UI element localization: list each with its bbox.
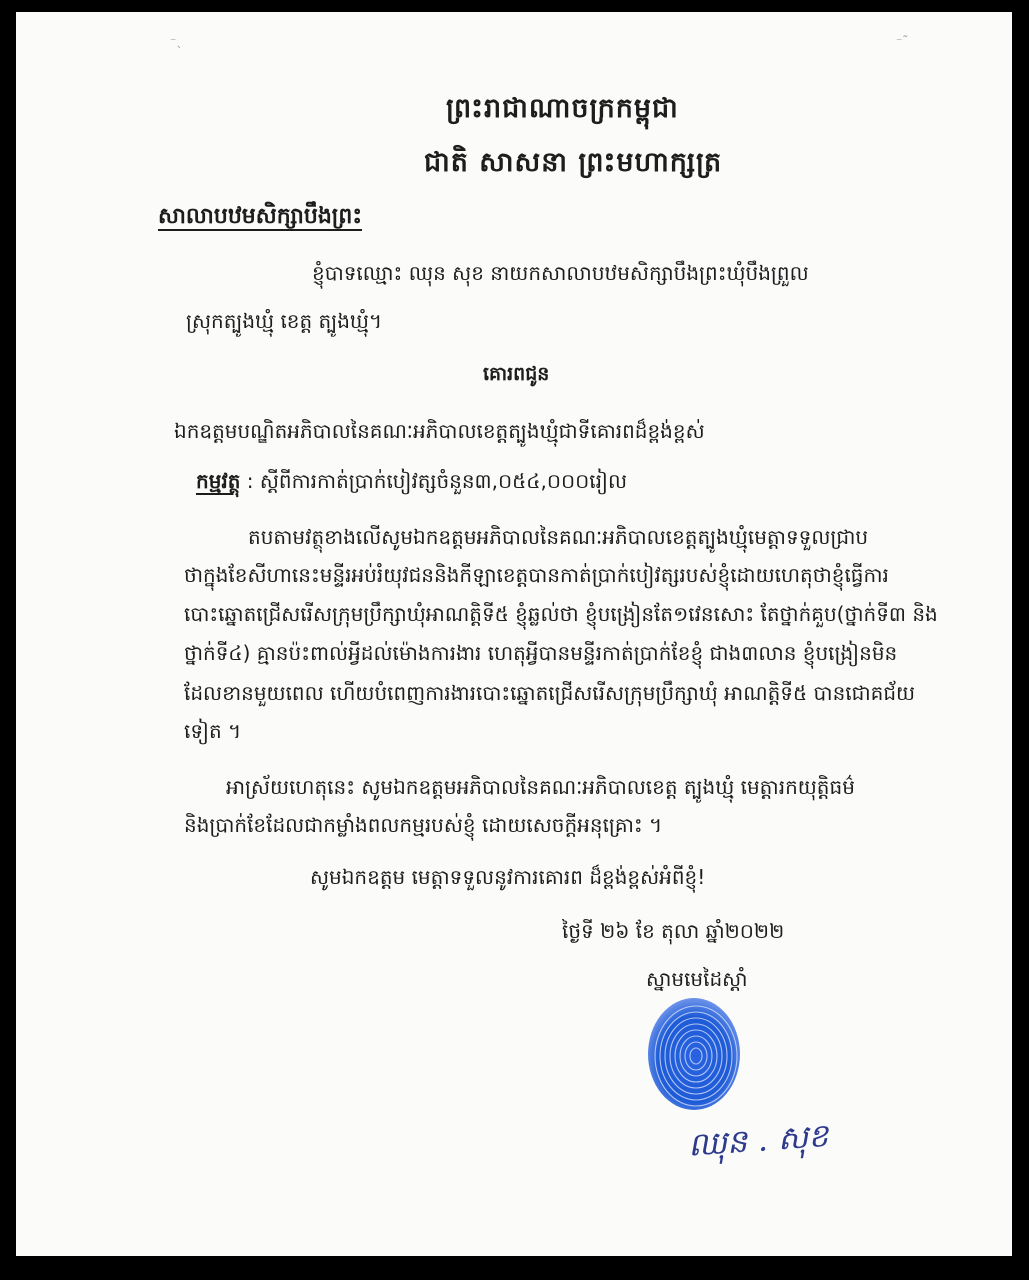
motto-heading: ជាតិ សាសនា ព្រះមហាក្សត្រ (424, 147, 723, 178)
closing-line: សូមឯកឧត្តម មេត្តាទទួលនូវការគោរព ដ៏ខ្ពង់ខ្ពស់អំពីខ្ញុំ! (310, 865, 706, 889)
sender-line-1: ខ្ញុំបាទឈ្មោះ ឈុន សុខ នាយកសាលាបឋមសិក្សាបឹងព្រះឃុំបឹងព្រួល (312, 261, 809, 285)
paragraph-1-line: ដែលខានមួយពេល ហើយបំពេញការងារបោះឆ្នោតជ្រើសរើសក្រុមប្រឹក្សាឃុំ អាណត្តិទី៥ បានជោគជ័យ (184, 681, 916, 705)
letter-page (16, 12, 1012, 1256)
thumbprint-image (644, 994, 744, 1112)
handwritten-signature: ឈុន . សុខ (686, 1116, 830, 1164)
salutation: គោរពជូន (483, 363, 550, 385)
paragraph-1-line: ថាក្នុងខែសីហានេះមន្ទីរអប់រំយុវជននិងកីឡាខេត្តបានកាត់ប្រាក់បៀវត្សរបស់ខ្ញុំដោយហេតុថាខ្ញុំធ្វើការ (184, 563, 889, 587)
date-line: ថ្ងៃទី ២៦ ខែ តុលា ឆ្នាំ២០២២ (562, 919, 785, 943)
sender-line-2: ស្រុកត្បូងឃ្មុំ ខេត្ត ត្បូងឃ្មុំ។ (186, 309, 383, 333)
paragraph-2-line: និងប្រាក់ខែដែលជាកម្លាំងពលកម្មរបស់ខ្ញុំ ដោយសេចក្តីអនុគ្រោះ ។ (184, 813, 663, 837)
thumbprint-label: ស្នាមមេដៃស្តាំ (646, 967, 748, 991)
paragraph-1-line: តបតាមវត្ថុខាងលើសូមឯកឧត្តមអភិបាលនៃគណៈអភិបាលខេត្តត្បូងឃ្មុំមេត្តាទទួលជ្រាប (248, 525, 869, 549)
paragraph-1-line: ទៀត ។ (184, 719, 242, 743)
subject-label: កម្មវត្ថុ (196, 469, 241, 493)
kingdom-heading: ព្រះរាជាណាចក្រកម្ពុជា (446, 93, 679, 124)
subject-line (196, 468, 627, 498)
paragraph-1-line: ថ្នាក់ទី៤) គ្មានប៉ះពាល់អ្វីដល់ម៉ោងការងារ ហេតុអ្វីបានមន្ទីរកាត់ប្រាក់ខែខ្ញុំ ជាង៣លាន ខ្ញុំបង្រៀនមិន (184, 641, 898, 665)
scan-mark-right: ⁻˜ (896, 34, 909, 48)
paragraph-1-line: បោះឆ្នោតជ្រើសរើសក្រុមប្រឹក្សាឃុំអាណត្តិទី៥ ខ្ញុំឆ្លល់ថា ខ្ញុំបង្រៀនតែ១វេនសោះ តែថ្នាក់គួប(ថ្នាក់ទី៣ និង (184, 602, 938, 626)
school-name: សាលាបឋមសិក្សាបឹងព្រះ (158, 204, 362, 229)
recipient: ឯកឧត្តមបណ្ឌិតអភិបាលនៃគណៈអភិបាលខេត្តត្បូងឃ្មុំជាទីគោរពដ៏ខ្ពង់ខ្ពស់ (174, 419, 705, 443)
scan-mark-left: ⁻ˎ (170, 34, 183, 48)
paragraph-2-line: អាស្រ័យហេតុនេះ សូមឯកឧត្តមអភិបាលនៃគណៈអភិបាលខេត្ត ត្បូងឃ្មុំ មេត្តារកយុត្តិធម៌ (226, 775, 855, 799)
subject-text: : ស្តីពីការកាត់ប្រាក់បៀវត្សចំនួន៣,០៥៤,០០០រៀល (246, 469, 628, 493)
